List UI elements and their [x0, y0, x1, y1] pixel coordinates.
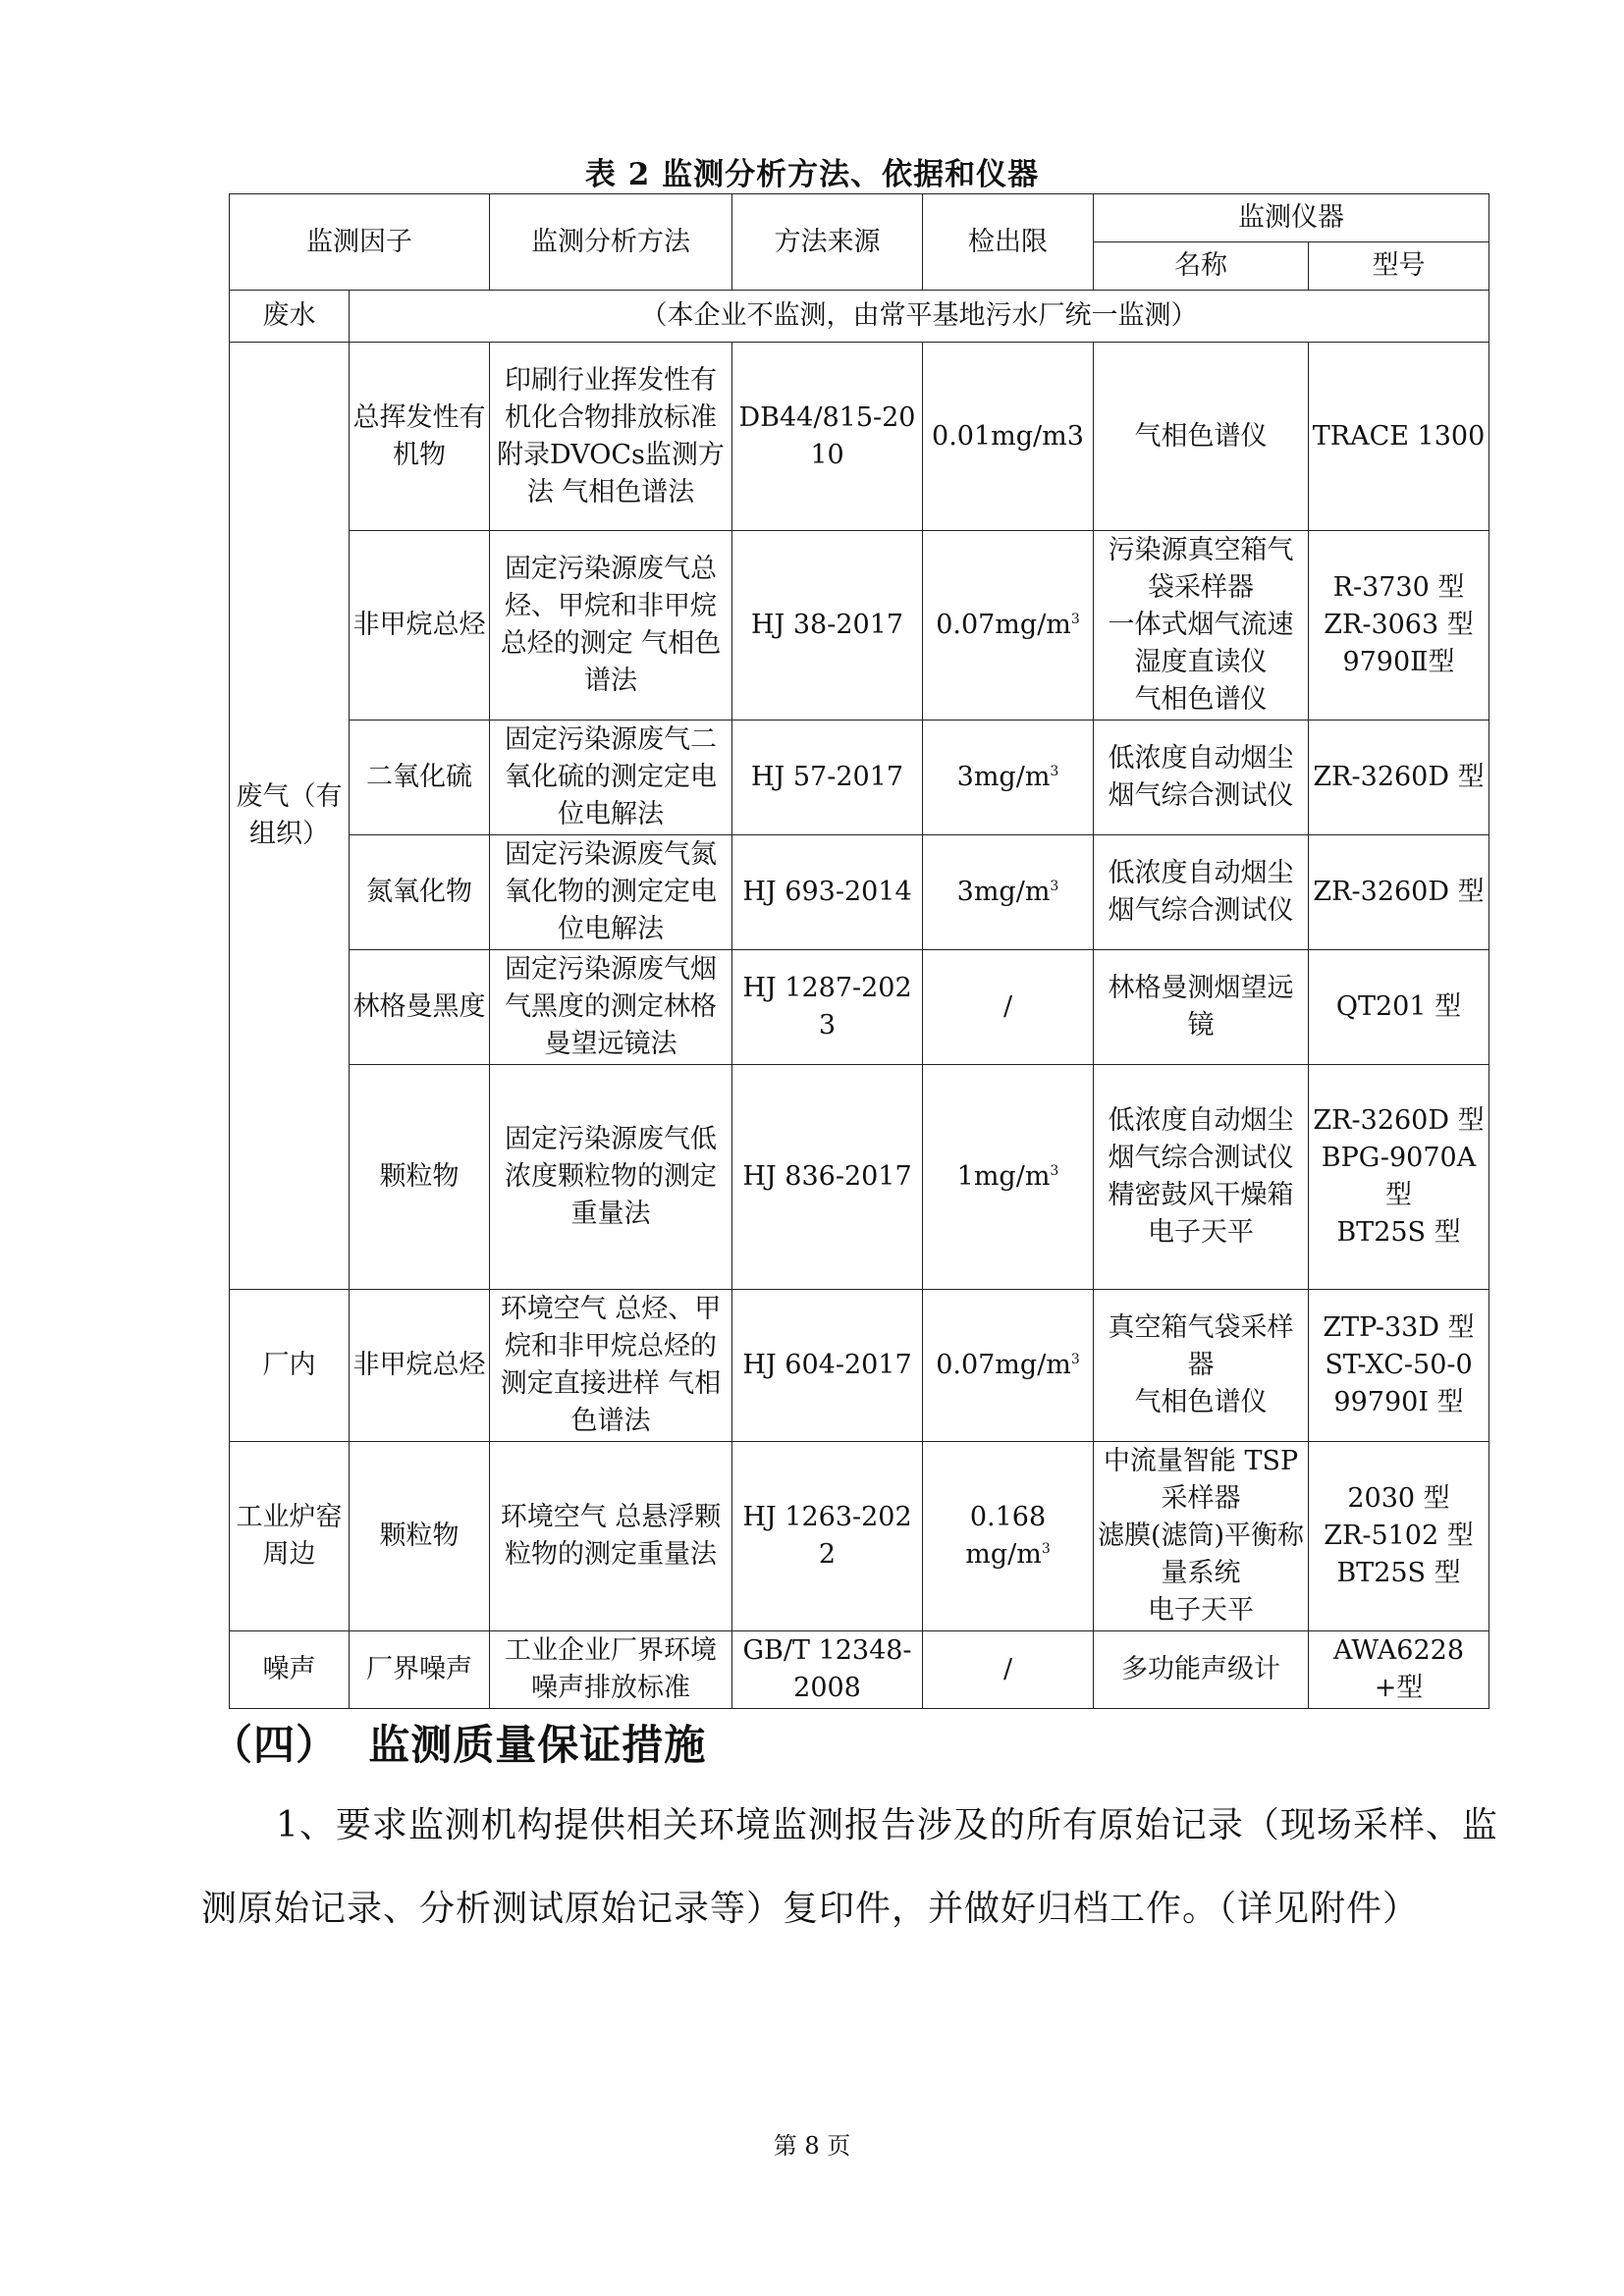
table-row — [230, 1290, 1489, 1442]
instrument-name-cell: 中流量智能 TSP 采样器 滤膜(滤筒)平衡称量系统 电子天平 — [1094, 1442, 1309, 1631]
factor-cell: 非甲烷总烃 — [350, 1290, 490, 1442]
factor-cell: 氮氧化物 — [350, 835, 490, 950]
category-cell: 废气（有组织） — [230, 343, 350, 1290]
method-cell: 固定污染源废气烟气黑度的测定林格曼望远镜法 — [490, 950, 732, 1065]
limit-cell: 0.01mg/m3 — [923, 343, 1094, 531]
table-row — [230, 950, 1489, 1065]
instrument-name-cell: 低浓度自动烟尘烟气综合测试仪 精密鼓风干燥箱 电子天平 — [1094, 1065, 1309, 1290]
limit-value: 3mg/m — [956, 877, 1051, 907]
factor-cell: 非甲烷总烃 — [350, 531, 490, 721]
limit-cell: / — [923, 950, 1094, 1065]
method-cell: 环境空气 总悬浮颗粒物的测定重量法 — [490, 1442, 732, 1631]
table-row — [230, 1631, 1489, 1709]
page-number: 第 8 页 — [773, 2132, 851, 2160]
instrument-model-cell: TRACE 1300 — [1309, 343, 1489, 531]
instrument-model-cell: 2030 型 ZR-5102 型 BT25S 型 — [1309, 1442, 1489, 1631]
limit-cell — [923, 721, 1094, 835]
category-cell: 废水 — [230, 291, 350, 343]
method-cell: 固定污染源废气氮氧化物的测定定电位电解法 — [490, 835, 732, 950]
header-factor: 监测因子 — [230, 194, 490, 291]
limit-cell — [923, 1065, 1094, 1290]
factor-cell: 厂界噪声 — [350, 1631, 490, 1709]
method-cell: 印刷行业挥发性有机化合物排放标准 附录DVOCs监测方法 气相色谱法 — [490, 343, 732, 531]
category-cell: 噪声 — [230, 1631, 350, 1709]
table-row — [230, 531, 1489, 721]
limit-cell — [923, 1442, 1094, 1631]
header-instrument: 监测仪器 — [1094, 194, 1489, 242]
instrument-name-cell: 低浓度自动烟尘烟气综合测试仪 — [1094, 835, 1309, 950]
method-cell: 环境空气 总烃、甲烷和非甲烷总烃的测定直接进样 气相色谱法 — [490, 1290, 732, 1442]
instrument-name-cell: 低浓度自动烟尘烟气综合测试仪 — [1094, 721, 1309, 835]
source-cell: DB44/815-2010 — [732, 343, 923, 531]
instrument-model-cell: ZR-3260D 型 — [1309, 721, 1489, 835]
limit-cell — [923, 835, 1094, 950]
factor-cell: 林格曼黑度 — [350, 950, 490, 1065]
source-cell: HJ 836-2017 — [732, 1065, 923, 1290]
instrument-model-cell: ZTP-33D 型 ST-XC-50-0 99790I 型 — [1309, 1290, 1489, 1442]
source-cell: GB/T 12348-2008 — [732, 1631, 923, 1709]
unit-superscript: 3 — [1050, 1163, 1059, 1179]
limit-cell: / — [923, 1631, 1094, 1709]
table-title: 表 2 监测分析方法、依据和仪器 — [584, 157, 1040, 192]
factor-cell: 二氧化硫 — [350, 721, 490, 835]
source-cell: HJ 57-2017 — [732, 721, 923, 835]
table-header-row — [230, 194, 1489, 242]
method-cell: 工业企业厂界环境噪声排放标准 — [490, 1631, 732, 1709]
monitoring-methods-table — [229, 193, 1489, 1709]
factor-cell: 颗粒物 — [350, 1442, 490, 1631]
limit-cell — [923, 1290, 1094, 1442]
unit-superscript: 3 — [1050, 764, 1059, 779]
header-source: 方法来源 — [732, 194, 923, 291]
instrument-model-cell: R-3730 型 ZR-3063 型 9790Ⅱ型 — [1309, 531, 1489, 721]
limit-cell — [923, 531, 1094, 721]
method-cell: 固定污染源废气低浓度颗粒物的测定重量法 — [490, 1065, 732, 1290]
unit-superscript: 3 — [1070, 1352, 1080, 1367]
source-cell: HJ 38-2017 — [732, 531, 923, 721]
header-limit: 检出限 — [923, 194, 1094, 291]
instrument-model-cell: ZR-3260D 型 — [1309, 835, 1489, 950]
factor-cell: 颗粒物 — [350, 1065, 490, 1290]
instrument-model-cell: AWA6228+型 — [1309, 1631, 1489, 1709]
category-cell: 工业炉窑周边 — [230, 1442, 350, 1631]
table-row — [230, 835, 1489, 950]
limit-value: 0.07mg/m — [936, 610, 1071, 640]
instrument-model-cell: QT201 型 — [1309, 950, 1489, 1065]
limit-value: 0.07mg/m — [936, 1350, 1071, 1380]
limit-value: 1mg/m — [956, 1161, 1051, 1192]
limit-value: 3mg/m — [956, 762, 1051, 792]
instrument-model-cell: ZR-3260D 型 BPG-9070A 型 BT25S 型 — [1309, 1065, 1489, 1290]
method-cell: 固定污染源废气总烃、甲烷和非甲烷总烃的测定 气相色谱法 — [490, 531, 732, 721]
header-method: 监测分析方法 — [490, 194, 732, 291]
unit-superscript: 3 — [1070, 612, 1080, 627]
instrument-name-cell: 气相色谱仪 — [1094, 343, 1309, 531]
factor-cell: 总挥发性有机物 — [350, 343, 490, 531]
header-model: 型号 — [1309, 242, 1489, 291]
wastewater-note: （本企业不监测，由常平基地污水厂统一监测） — [350, 291, 1489, 343]
unit-superscript: 3 — [1050, 879, 1059, 894]
method-cell: 固定污染源废气二氧化硫的测定定电位电解法 — [490, 721, 732, 835]
category-cell: 厂内 — [230, 1290, 350, 1442]
header-name: 名称 — [1094, 242, 1309, 291]
limit-value: 0.168 mg/m — [965, 1502, 1047, 1570]
source-cell: HJ 693-2014 — [732, 835, 923, 950]
section-heading: （四） 监测质量保证措施 — [211, 1721, 707, 1769]
table-row — [230, 291, 1489, 343]
instrument-name-cell: 林格曼测烟望远镜 — [1094, 950, 1309, 1065]
instrument-name-cell: 多功能声级计 — [1094, 1631, 1309, 1709]
table-row — [230, 1065, 1489, 1290]
source-cell: HJ 1263-2022 — [732, 1442, 923, 1631]
table-row — [230, 721, 1489, 835]
instrument-name-cell: 污染源真空箱气袋采样器 一体式烟气流速湿度直读仪 气相色谱仪 — [1094, 531, 1309, 721]
unit-superscript: 3 — [1041, 1541, 1051, 1557]
source-cell: HJ 1287-2023 — [732, 950, 923, 1065]
table-row — [230, 1442, 1489, 1631]
source-cell: HJ 604-2017 — [732, 1290, 923, 1442]
instrument-name-cell: 真空箱气袋采样器 气相色谱仪 — [1094, 1290, 1309, 1442]
body-paragraph: 1、要求监测机构提供相关环境监测报告涉及的所有原始记录（现场采样、监测原始记录、分析测试原始记录等）复印件，并做好归档工作。（详见附件） — [201, 1805, 1498, 1929]
table-row — [230, 343, 1489, 531]
